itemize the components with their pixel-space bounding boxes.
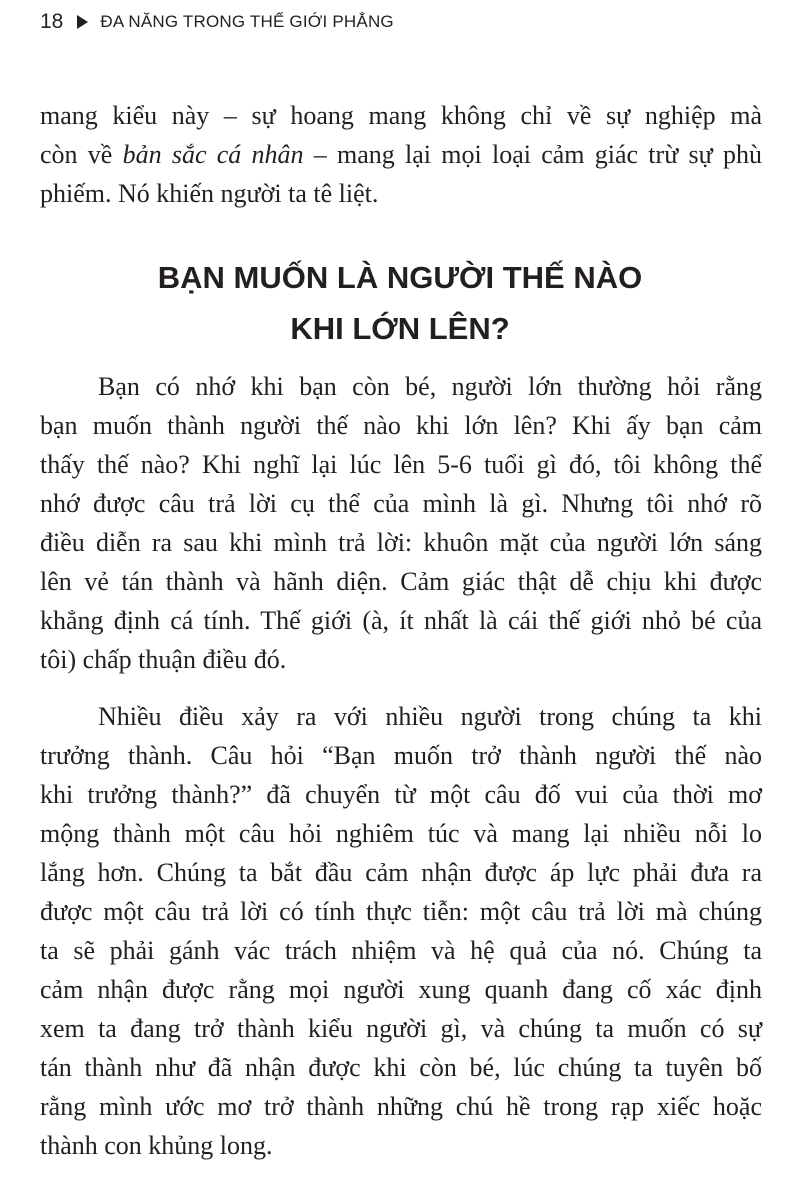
page-number: 18 [40,10,64,33]
paragraph-line: trưởng thành. Câu hỏi “Bạn muốn trở thành người thế nào [40,741,762,770]
paragraph-line: điều diễn ra sau khi mình trả lời: khuôn mặt của người lớn sáng [40,528,762,557]
line-text: – mang lại mọi loại cảm giác trừ sự phù [303,140,762,169]
paragraph-line: được một câu trả lời có tính thực tiễn: một câu trả lời mà chúng [40,897,762,926]
paragraph-line: bạn muốn thành người thế nào khi lớn lên? Khi ấy bạn cảm [40,411,762,440]
paragraph-line: nhớ được câu trả lời cụ thể của mình là gì. Nhưng tôi nhớ rõ [40,489,762,518]
paragraph-line: Bạn có nhớ khi bạn còn bé, người lớn thường hỏi rằng [98,372,762,401]
paragraph-line: xem ta đang trở thành kiểu người gì, và chúng ta muốn có sự [40,1014,762,1043]
paragraph-line: khi trưởng thành?” đã chuyển từ một câu đố vui của thời mơ [40,780,762,809]
triangle-arrow-icon [77,15,88,29]
paragraph-line: tán thành như đã nhận được khi còn bé, lúc chúng ta tuyên bố [40,1053,762,1082]
book-title: ĐA NĂNG TRONG THẾ GIỚI PHẲNG [100,12,394,31]
paragraph-line [40,135,762,174]
paragraph-2 [40,367,762,679]
paragraph-line: phiếm. Nó khiến người ta tê liệt. [40,179,379,208]
paragraph-line: tôi) chấp thuận điều đó. [40,645,287,674]
paragraph-line: thấy thế nào? Khi nghĩ lại lúc lên 5-6 tuổi gì đó, tôi không thể [40,450,762,479]
paragraph-line: rằng mình ước mơ trở thành những chú hề trong rạp xiếc hoặc [40,1092,762,1121]
section-heading [0,252,800,354]
heading-line: KHI LỚN LÊN? [290,311,510,346]
paragraph-line: ta sẽ phải gánh vác trách nhiệm và hệ quả của nó. Chúng ta [40,936,762,965]
paragraph-1 [40,96,762,213]
paragraph-line: lên vẻ tán thành và hãnh diện. Cảm giác thật dễ chịu khi được [40,567,762,596]
paragraph-line: mộng thành một câu hỏi nghiêm túc và mang lại nhiều nỗi lo [40,819,762,848]
paragraph-3 [40,697,762,1165]
paragraph-line: mang kiểu này – sự hoang mang không chỉ về sự nghiệp mà [40,101,762,130]
heading-line: BẠN MUỐN LÀ NGƯỜI THẾ NÀO [157,260,643,295]
line-text: còn về [40,140,123,169]
paragraph-line: cảm nhận được rằng mọi người xung quanh đang cố xác định [40,975,762,1004]
paragraph-line: Nhiều điều xảy ra với nhiều người trong chúng ta khi [98,702,762,731]
paragraph-line: khẳng định cá tính. Thế giới (à, ít nhất là cái thế giới nhỏ bé của [40,606,762,635]
italic-phrase: bản sắc cá nhân [122,140,304,169]
running-header [40,6,394,38]
paragraph-line: thành con khủng long. [40,1131,273,1160]
paragraph-line: lắng hơn. Chúng ta bắt đầu cảm nhận được áp lực phải đưa ra [40,858,762,887]
